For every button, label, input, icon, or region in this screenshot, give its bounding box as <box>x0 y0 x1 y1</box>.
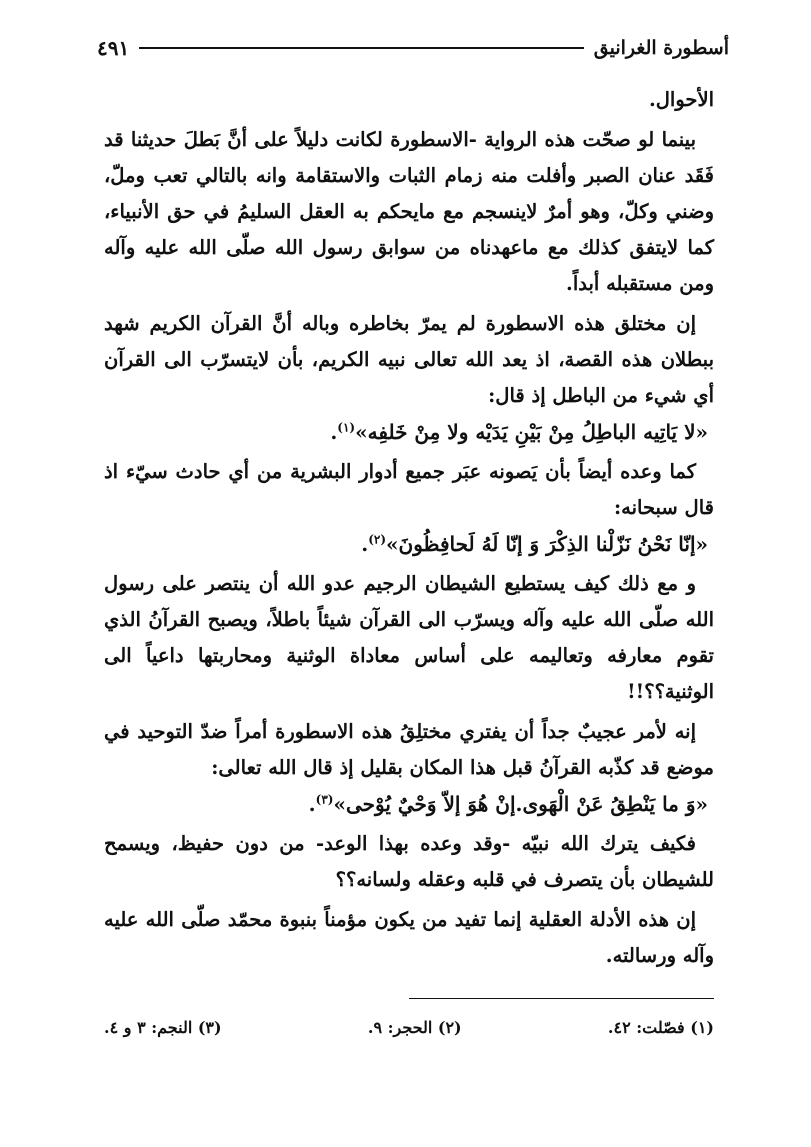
paragraph: فكيف يترك الله نبيّه -وقد وعده بهذا الوعد- من دون حفيظ، ويسمح للشيطان بأن يتصرف في قلبه وعقله ولسانه؟؟ <box>104 832 714 891</box>
footnote-item: (٣) النجم: ٣ و ٤. <box>104 1018 222 1037</box>
footnotes <box>104 1018 714 1037</box>
paragraph: بينما لو صحّت هذه الرواية -الاسطورة لكانت دليلاً على أنَّ بَطلَ حديثنا قد فَقَد عنان الصبر وأفلت منه زمام الثبات والاستقامة وانه بالتالي تعب وملّ، وضني وكلّ، وهو أمرٌ لاينسجم مع مايحكم به العقل السليمُ في حق الأنبياء، كما لايتفق كذلك مع ماعهدناه من سوابق رسول الله صلّى الله عليه وآله ومن مستقبله أبداً. <box>104 128 714 295</box>
quran-quote: «وَ ما يَنْطِقُ عَنْ الْهَوى.إنْ هُوَ إلاّ وَحْيٌ يُوْحى»$^{(٣)}$. <box>308 792 708 816</box>
page-header <box>97 34 729 62</box>
header-rule <box>139 47 584 49</box>
page-number: ٤٩١ <box>97 36 130 60</box>
quote-text: «لا يَاتِيه الباطِلُ مِنْ بَيْنِ يَدَيْه ولا مِنْ خَلفِه» <box>355 420 708 444</box>
footnote-item: (١) فصّلت: ٤٢. <box>607 1018 714 1037</box>
paragraph: إن مختلق هذه الاسطورة لم يمرّ بخاطره وباله أنَّ القرآن الكريم شهد ببطلان هذه القصة، اذ يعد الله تعالى نبيه الكريم، بأن لايتسرّب الى القرآن أي شيء من الباطل إذ قال: <box>104 312 714 407</box>
paragraph: و مع ذلك كيف يستطيع الشيطان الرجيم عدو الله أن ينتصر على رسول الله صلّى الله عليه وآله ويسرّب الى القرآن شيئاً باطلاً، ويصبح القرآنُ الذي تقوم معارفه وتعاليمه على أساس معاداة الوثنية ومحاربتها داعياً الى الوثنية؟؟!! <box>104 572 714 703</box>
quote-text: «وَ ما يَنْطِقُ عَنْ الْهَوى.إنْ هُوَ إلاّ وَحْيٌ يُوْحى» <box>333 792 708 816</box>
footnote-rule <box>409 998 714 999</box>
paragraph: كما وعده أيضاً بأن يَصونه عبَر جميع أدوار البشرية من أي حادث سيّء اذ قال سبحانه: <box>104 460 714 519</box>
paragraph: إنه لأمر عجيبٌ جداً أن يفتري مختلِقُ هذه الاسطورة أمراً ضدّ التوحيد في موضع قد كذّبه القرآنُ قبل هذا المكان بقليل إذ قال الله تعالى: <box>104 720 714 779</box>
footnote-mark: (١) <box>337 420 356 435</box>
body-text <box>104 82 714 974</box>
footnote-mark: (٢) <box>368 532 387 547</box>
paragraph: الأحوال. <box>648 88 714 111</box>
quote-text: «إنّا نَحْنُ نَزّلْنا الذِكْرَ وَ إنّا لَهُ لَحافِظُونَ» <box>386 532 708 556</box>
paragraph: إن هذه الأدلة العقلية إنما تفيد من يكون مؤمناً بنبوة محمّد صلّى الله عليه وآله ورسالته. <box>104 908 714 967</box>
running-title: أسطورة الغرانيق <box>593 37 729 59</box>
quran-quote: «لا يَاتِيه الباطِلُ مِنْ بَيْنِ يَدَيْه ولا مِنْ خَلفِه»$^{(١)}$. <box>330 420 708 444</box>
footnote-mark: (٣) <box>315 792 334 807</box>
footnote-item: (٢) الحجر: ٩. <box>367 1018 462 1037</box>
quran-quote: «إنّا نَحْنُ نَزّلْنا الذِكْرَ وَ إنّا لَهُ لَحافِظُونَ»$^{(٢)}$. <box>361 532 708 556</box>
